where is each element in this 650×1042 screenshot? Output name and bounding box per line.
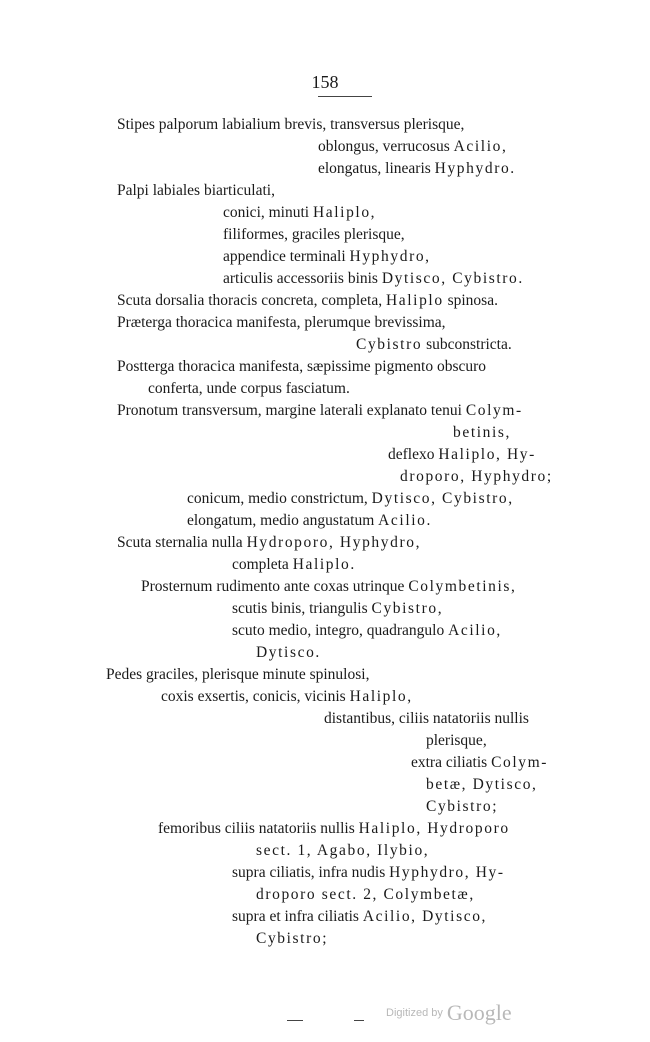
text: conicum, medio constrictum, [187, 490, 372, 507]
taxon-name: Cybistro; [256, 930, 329, 947]
text-line [411, 752, 548, 774]
text: Pedes graciles, plerisque minute spinulosi, [106, 666, 370, 683]
taxon-name: Colym- [465, 402, 523, 419]
text: scutis binis, triangulis [232, 600, 372, 617]
taxon-name: Cybistro; [426, 798, 499, 815]
text-line [426, 796, 498, 818]
taxon-name: betæ, Dytisco, [426, 776, 538, 793]
text: appendice terminali [223, 248, 350, 265]
text: Pronotum transversum, margine laterali explanato tenui [117, 402, 466, 419]
taxon-name: Haliplo, Hydroporo [358, 820, 510, 837]
text: Prosternum rudimento ante coxas utrinque [141, 578, 409, 595]
taxon-name: Dytisco. [256, 644, 321, 661]
taxon-name: Hydroporo, Hyphydro, [246, 534, 422, 551]
watermark [386, 1000, 512, 1026]
taxon-name: sect. 1, Agabo, Ilybio, [256, 842, 430, 859]
taxon-name: Cybistro, [371, 600, 444, 617]
text: extra ciliatis [411, 754, 492, 771]
text-line [256, 928, 328, 950]
taxon-name: Colym- [491, 754, 549, 771]
taxon-name: Hyphydro. [434, 160, 516, 177]
taxon-name: Acilio, Dytisco, [362, 908, 488, 925]
page-number-rule [318, 96, 372, 97]
text: scuto medio, integro, quadrangulo [232, 622, 449, 639]
text-line [232, 554, 356, 576]
text: Scuta dorsalia thoracis concreta, completa, [117, 292, 386, 309]
text: distantibus, ciliis natatoriis nullis [324, 710, 529, 727]
text: coxis exsertis, conicis, vicinis [161, 688, 350, 705]
taxon-name: droporo sect. 2, Colymbetæ, [256, 886, 475, 903]
text-line [232, 862, 505, 884]
text-line [232, 620, 502, 642]
taxon-name: Hyphydro, Hy- [389, 864, 505, 881]
text: elongatus, linearis [318, 160, 435, 177]
taxon-name: Acilio, [453, 138, 508, 155]
text: supra ciliatis, infra nudis [232, 864, 390, 881]
footer-dash-right [354, 1020, 364, 1021]
watermark-logo: Google [446, 1000, 512, 1025]
text: Postterga thoracica manifesta, sæpissime pigmento obscuro [117, 358, 487, 375]
text-line [223, 268, 524, 290]
text-line [117, 400, 523, 422]
text: subconstricta. [422, 336, 512, 353]
text: conferta, unde corpus fasciatum. [148, 380, 350, 397]
text-line [426, 774, 538, 796]
text-line [117, 312, 446, 334]
text: plerisque, [426, 732, 487, 749]
text-line [141, 576, 517, 598]
taxon-name: Haliplo. [292, 556, 356, 573]
text: elongatum, medio angustatum [187, 512, 379, 529]
page-number: 158 [311, 72, 339, 92]
watermark-small: Digitized by [386, 1007, 443, 1019]
text-line [117, 356, 486, 378]
taxon-name: Haliplo, [312, 204, 377, 221]
taxon-name: Acilio. [378, 512, 432, 529]
text-line [256, 840, 429, 862]
text: Palpi labiales biarticulati, [117, 182, 275, 199]
footer-dash-left [287, 1020, 303, 1021]
text-line [158, 818, 510, 840]
text-line [324, 708, 529, 730]
text-line [223, 224, 405, 246]
text-line [400, 466, 553, 488]
text-line [223, 246, 431, 268]
text-line [187, 510, 432, 532]
text-line [232, 598, 443, 620]
text-line [187, 488, 514, 510]
text: articulis accessoriis binis [223, 270, 382, 287]
text: deflexo [388, 446, 439, 463]
text: conici, minuti [223, 204, 313, 221]
taxon-name: Acilio, [448, 622, 502, 639]
text: supra et infra ciliatis [232, 908, 363, 925]
taxon-name: Hyphydro, [349, 248, 431, 265]
text-line [256, 642, 321, 664]
text-line [388, 444, 536, 466]
text: Stipes palporum labialium brevis, transversus plerisque, [117, 116, 465, 133]
text-line [148, 378, 350, 400]
text-line [318, 158, 516, 180]
taxon-name: Dytisco, Cybistro. [381, 270, 524, 287]
text-line [318, 136, 507, 158]
text-line [117, 180, 275, 202]
text: oblongus, verrucosus [318, 138, 454, 155]
text: filiformes, graciles plerisque, [223, 226, 405, 243]
taxon-name: Dytisco, Cybistro, [371, 490, 514, 507]
text: Scuta sternalia nulla [117, 534, 247, 551]
text-line [453, 422, 511, 444]
text-line [106, 664, 369, 686]
text-line [223, 202, 376, 224]
taxon-name: Haliplo [386, 292, 444, 309]
text-line [117, 114, 464, 136]
text-line [117, 532, 421, 554]
taxon-name: droporo, Hyphydro; [400, 468, 553, 485]
text-line [161, 686, 413, 708]
text-line [356, 334, 512, 356]
taxon-name: Cybistro [356, 336, 423, 353]
taxon-name: betinis, [453, 424, 512, 441]
taxon-name: Haliplo, [349, 688, 413, 705]
text-line [117, 290, 498, 312]
taxon-name: Haliplo, Hy- [438, 446, 536, 463]
text-line [232, 906, 487, 928]
text: completa [232, 556, 293, 573]
taxon-name: Colymbetinis, [408, 578, 517, 595]
text: Præterga thoracica manifesta, plerumque brevissima, [117, 314, 446, 331]
text: femoribus ciliis natatoriis nullis [158, 820, 359, 837]
text: spinosa. [443, 292, 498, 309]
text-line [256, 884, 475, 906]
text-line [426, 730, 487, 752]
